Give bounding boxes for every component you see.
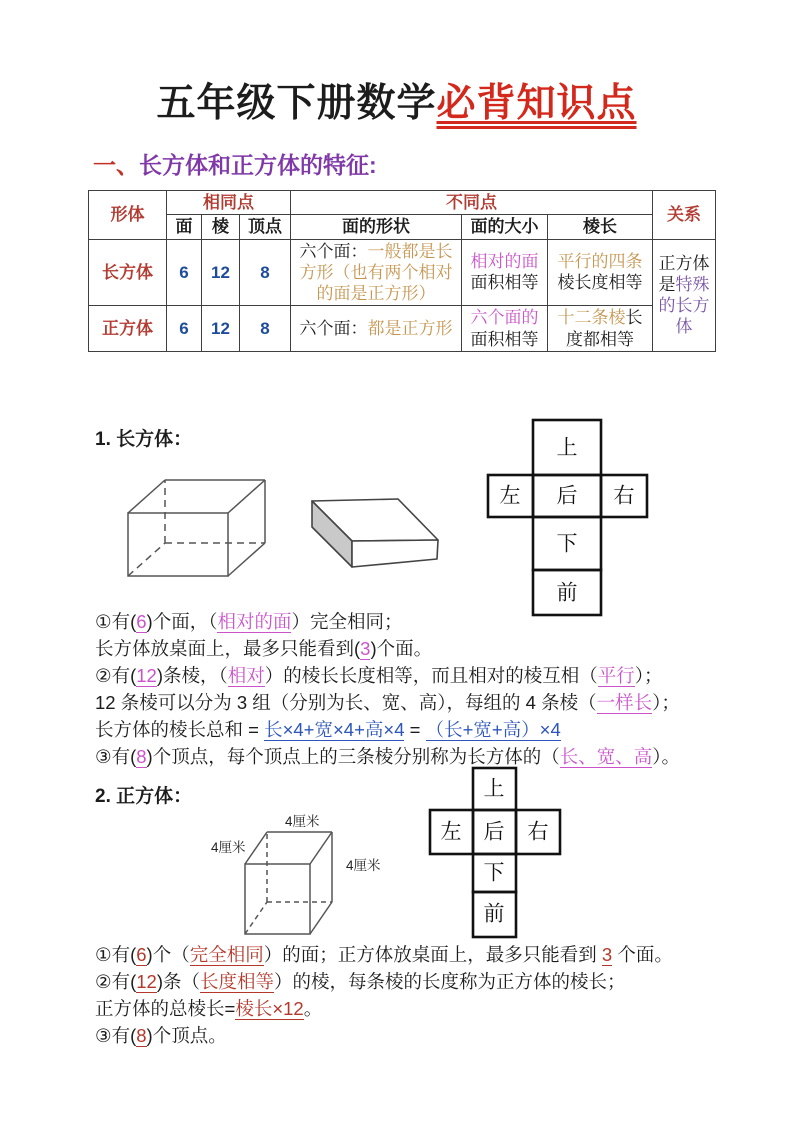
cube-faces-count: 6 xyxy=(167,306,202,352)
net1-left-label: 左 xyxy=(499,484,521,508)
th-relation: 关系 xyxy=(653,191,716,240)
net2-top-label: 上 xyxy=(483,777,505,801)
section-number: 一、 xyxy=(93,152,139,178)
cuboid-note-line: ③有(8)个顶点，每个顶点上的三条棱分别称为长方体的（长、宽、高）。 xyxy=(95,746,680,767)
cuboid-note-line: ①有(6)个面，（相对的面）完全相同； xyxy=(95,611,403,632)
table-row-cuboid xyxy=(89,239,716,306)
cube-note-line: ②有(12)条（长度相等）的棱，每条棱的长度称为正方体的棱长； xyxy=(95,971,626,992)
cube-edges-count: 12 xyxy=(202,306,240,352)
page-title xyxy=(0,72,793,128)
cube-top-edge-label: 4厘米 xyxy=(285,814,320,829)
cube-wireframe-figure xyxy=(210,812,392,944)
th-shape-col: 形体 xyxy=(89,191,167,240)
cube-note-line: ①有(6)个（完全相同）的面；正方体放桌面上，最多只能看到 3 个面。 xyxy=(95,944,673,965)
cuboid-note-line: 长方体放桌面上，最多只能看到(3)个面。 xyxy=(95,638,433,659)
cuboid-edge-len: 平行的四条棱长度相等 xyxy=(548,239,653,306)
th-face-size: 面的大小 xyxy=(462,215,548,239)
net1-front-label: 前 xyxy=(556,581,578,605)
net1-top-label: 上 xyxy=(556,436,578,460)
net2-back-label: 后 xyxy=(483,820,505,844)
row-label-cuboid: 长方体 xyxy=(89,239,167,306)
net2-bottom-label: 下 xyxy=(483,861,505,885)
cuboid-edges-count: 12 xyxy=(202,239,240,306)
cube-note-line: 正方体的总棱长=棱长×12。 xyxy=(95,998,323,1019)
cuboid-wireframe-figure xyxy=(126,477,267,579)
cuboid-face-shape: 六个面：一般都是长方形（也有两个相对的面是正方形） xyxy=(291,239,462,306)
th-same: 相同点 xyxy=(167,191,291,215)
cube-right-edge-label: 4厘米 xyxy=(346,858,381,873)
net1-back-label: 后 xyxy=(556,484,578,508)
subsection-cube-heading: 2. 正方体： xyxy=(95,786,193,807)
cuboid-vertices-count: 8 xyxy=(240,239,291,306)
page-title-red-underlined: 必背知识点 xyxy=(436,82,637,125)
cuboid-note-line: 12 条棱可以分为 3 组（分别为长、宽、高），每组的 4 条棱（一样长）； xyxy=(95,692,680,713)
cube-edge-len: 十二条棱长度都相等 xyxy=(548,306,653,352)
cuboid-net-diagram xyxy=(486,418,649,617)
th-vertices: 顶点 xyxy=(240,215,291,239)
net2-left-label: 左 xyxy=(440,820,462,844)
subsection-cuboid-heading: 1. 长方体： xyxy=(95,429,193,450)
row-label-cube: 正方体 xyxy=(89,306,167,352)
page-title-black: 五年级下册数学 xyxy=(156,82,437,125)
table-row-cube xyxy=(89,306,716,352)
net1-bottom-label: 下 xyxy=(556,532,578,556)
th-edge-len: 棱长 xyxy=(548,215,653,239)
cube-net-diagram xyxy=(428,766,562,939)
th-face-shape: 面的形状 xyxy=(291,215,462,239)
cuboid-faces-count: 6 xyxy=(167,239,202,306)
cube-vertices-count: 8 xyxy=(240,306,291,352)
relation-cell: 正方体是特殊的长方体 xyxy=(653,239,716,351)
cuboid-note-line: ②有(12)条棱，（相对）的棱长长度相等，而且相对的棱互相（平行）； xyxy=(95,665,663,686)
cuboid-solid-figure xyxy=(306,494,441,574)
cube-notes xyxy=(95,941,775,1049)
cube-face-shape: 六个面：都是正方形 xyxy=(291,306,462,352)
th-diff: 不同点 xyxy=(291,191,653,215)
net2-right-label: 右 xyxy=(527,820,549,844)
th-edges: 棱 xyxy=(202,215,240,239)
cuboid-face-size: 相对的面面积相等 xyxy=(462,239,548,306)
section-1-heading xyxy=(93,147,377,180)
cube-left-edge-label: 4厘米 xyxy=(211,840,246,855)
th-faces: 面 xyxy=(167,215,202,239)
net1-right-label: 右 xyxy=(613,484,635,508)
net2-front-label: 前 xyxy=(483,902,505,926)
cube-note-line: ③有(8)个顶点。 xyxy=(95,1025,227,1046)
cuboid-notes xyxy=(95,608,775,770)
cuboid-note-line: 长方体的棱长总和 = 长×4+宽×4+高×4 = （长+宽+高）×4 xyxy=(95,719,561,740)
features-comparison-table xyxy=(88,190,716,352)
cube-face-size: 六个面的面积相等 xyxy=(462,306,548,352)
section-title-text: 长方体和正方体的特征: xyxy=(139,152,377,178)
